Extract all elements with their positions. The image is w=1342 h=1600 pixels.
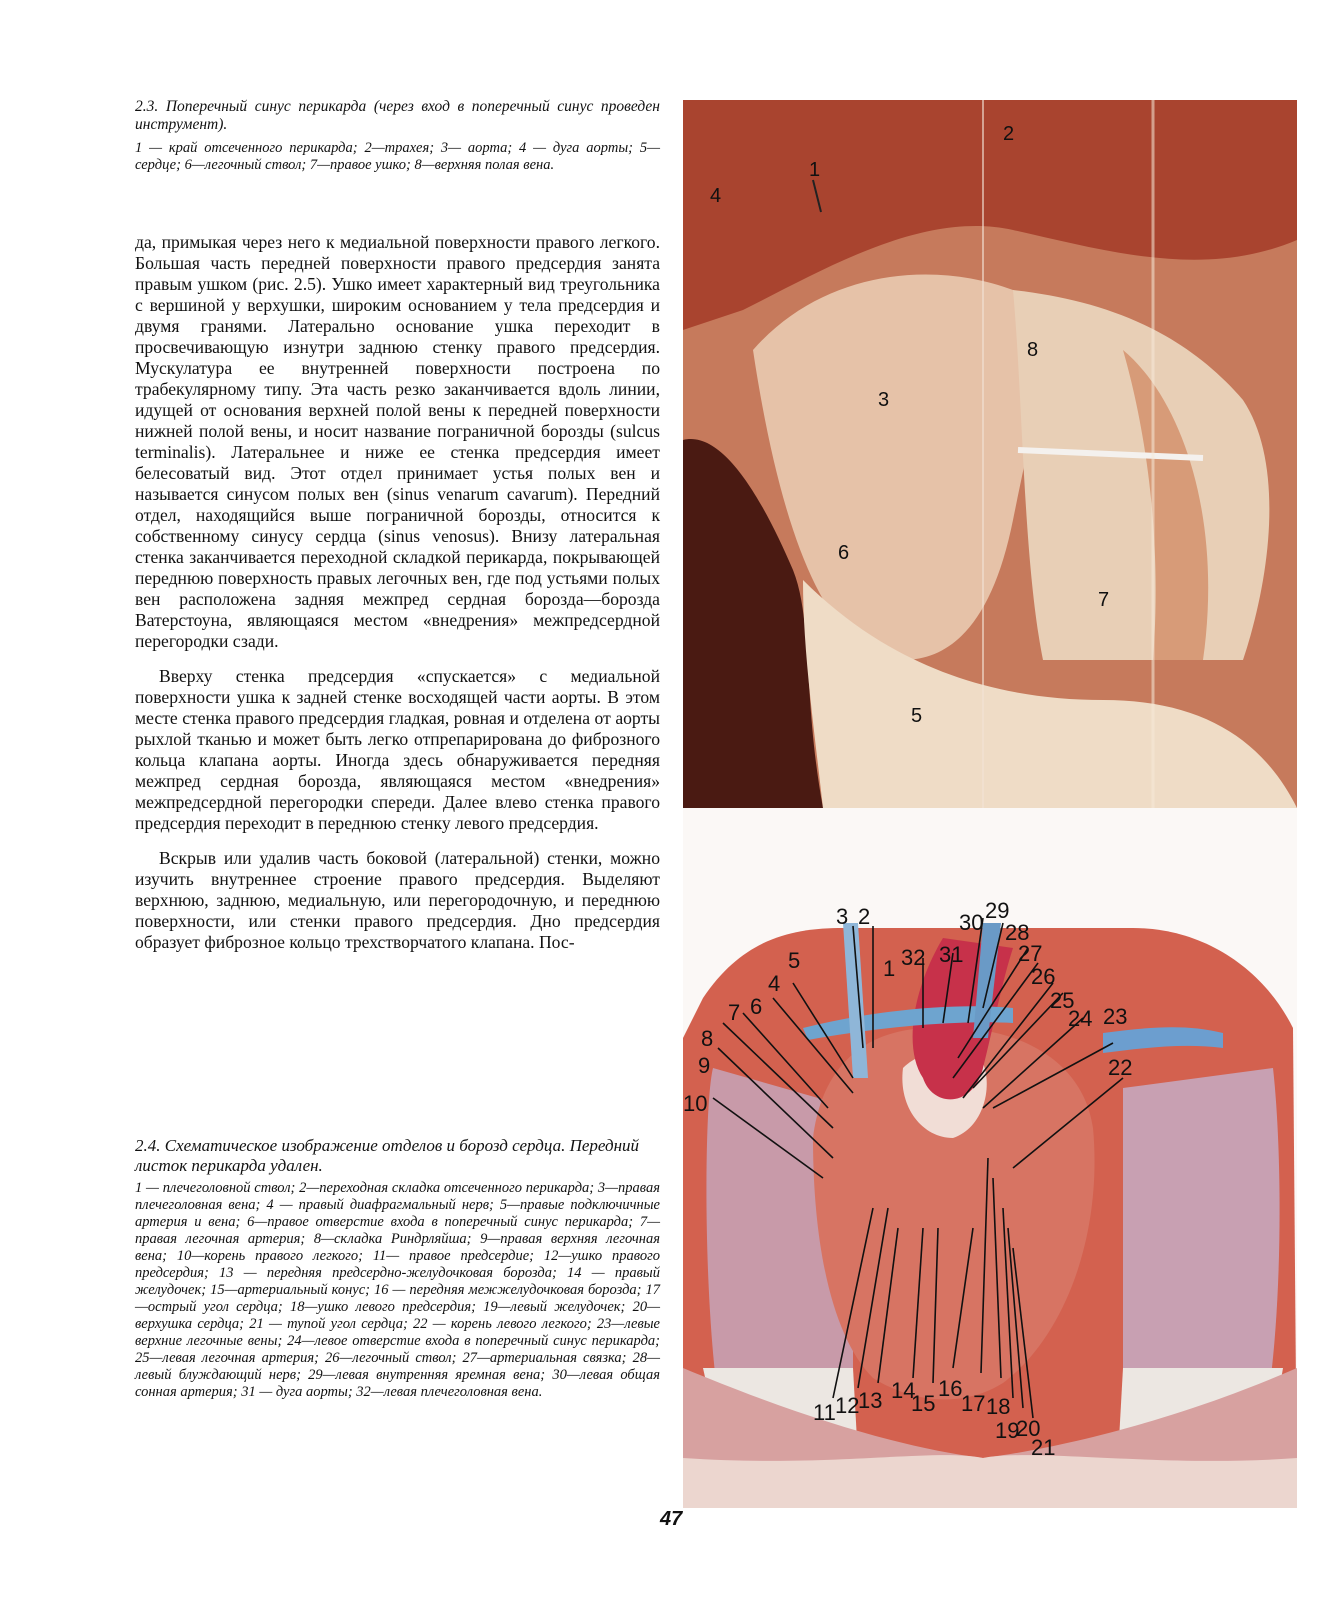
page-number: 47 [660,1508,683,1530]
figure-2-3-caption-title: 2.3. Поперечный синус перикарда (через вход в поперечный синус проведен инструмент). [135,98,660,133]
photo-label-6: 6 [838,542,850,564]
photo-label-4: 4 [710,185,722,207]
diagram-label-6: 6 [750,994,763,1019]
diagram-label-24: 24 [1068,1006,1093,1031]
photo-label-1: 1 [809,159,821,181]
diagram-label-3: 3 [836,904,849,929]
diagram-label-17: 17 [961,1391,986,1416]
photo-label-2: 2 [1003,123,1015,145]
body-text [135,232,660,967]
diagram-label-5: 5 [788,948,801,973]
diagram-label-10: 10 [683,1091,708,1116]
diagram-label-1: 1 [883,956,896,981]
diagram-label-2: 2 [858,904,871,929]
diagram-label-21: 21 [1031,1435,1056,1460]
diagram-label-11: 11 [813,1400,836,1425]
diagram-label-8: 8 [701,1026,714,1051]
body-paragraph-2: Вверху стенка предсердия «спускается» с медиальной поверхности ушка к задней стенке восходящей части аорты. В этом месте стенка правого предсердия гладкая, ровная и отделена от аорты рыхлой тканью и может быть легко отпрепарирована до фиброзного кольца клапана аорты. Иногда здесь обнаруживается передняя межпред сердная борозда, являющаяся местом «внедрения» межпредсердной перегородки спереди. Далее влево стенка правого предсердия переходит в переднюю стенку левого предсердия. [135,666,660,833]
pericardium-photo-illustration [683,100,1297,808]
diagram-label-29: 29 [985,898,1010,923]
diagram-label-13: 13 [858,1388,883,1413]
body-paragraph-1: да, примыкая через него к медиальной поверхности правого легкого. Большая часть передней поверхности правого предсердия занята правым ушком (рис. 2.5). Ушко имеет характерный вид треугольника с вершиной у верхушки, широким основанием у тела предсердия и двумя гранями. Латерально основание ушка переходит в просвечивающую изнутри заднюю стенку правого предсердия. Мускулатура ее внутренней поверхности построена по трабекулярному типу. Эта часть резко заканчивается вдоль линии, идущей от основания верхней полой вены к передней поверхности нижней полой вены, и носит название пограничной борозды (sulcus terminalis). Латеральнее и ниже ее стенка предсердия имеет белесоватый вид. Этот отдел принимает устья полых вен и называется синусом полых вен (sinus venarum cavarum). Передний отдел, находящийся выше пограничной борозды, относится к собственному синусу сердца (sinus venosus). Внизу латеральная стенка заканчивается переходной складкой перикарда, покрывающей переднюю поверхность правых легочных вен, где под устьями полых вен расположена задняя межпред сердная борозда—борозда Ватерстоуна, являющаяся местом «внедрения» межпредсердной перегородки сзади. [135,232,660,651]
figure-2-4-diagram [683,808,1297,1508]
photo-label-7: 7 [1098,589,1110,611]
diagram-label-15: 15 [911,1391,936,1416]
diagram-label-19: 19 [995,1418,1020,1443]
diagram-label-26: 26 [1031,964,1056,989]
diagram-label-28: 28 [1005,920,1030,945]
diagram-label-4: 4 [768,971,781,996]
diagram-label-22: 22 [1108,1055,1133,1080]
heart-diagram-illustration [683,808,1297,1508]
diagram-label-9: 9 [698,1053,711,1078]
diagram-label-27: 27 [1018,941,1043,966]
photo-label-5: 5 [911,705,923,727]
diagram-label-18: 18 [986,1394,1011,1419]
photo-label-3: 3 [878,389,890,411]
figure-2-3-caption-legend: 1 — край отсеченного перикарда; 2—трахея; 3— аорта; 4 — дуга аорты; 5—сердце; 6—легочный ствол; 7—правое ушко; 8—верхняя полая вена. [135,140,660,173]
figure-2-4-caption-legend: 1 — плечеголовной ствол; 2—переходная складка отсеченного перикарда; 3—правая плечеголовная вена; 4 — правый диафрагмальный нерв; 5—правые подключичные артерия и вена; 6—правое отверстие входа в поперечный синус перикарда; 7—правая легочная артерия; 8—складка Риндрляйша; 9—правая верхняя легочная вена; 10—корень правого легкого; 11— правое предсердие; 12—ушко правого предсердия; 13 — передняя предсердно-желудочковая борозда; 14 — правый желудочек; 15—артериальный конус; 16 — передняя межжелудочковая борозда; 17—острый угол сердца; 18—ушко левого предсердия; 19—левый желудочек; 20—верхушка сердца; 21 — тупой угол сердца; 22 — корень левого легкого; 23—левые верхние легочные вены; 24—левое отверстие входа в поперечный синус перикарда; 25—левая легочная артерия; 26—легочный ствол; 27—артериальная связка; 28—левый блуждающий нерв; 29—левая внутренняя яремная вена; 30—левая общая сонная артерия; 31 — дуга аорты; 32—левая плечеголовная вена. [135,1180,660,1400]
figure-2-4-caption-title: 2.4. Схематическое изображение отделов и борозд сердца. Передний листок перикарда удален. [135,1136,640,1175]
diagram-label-25: 25 [1050,988,1075,1013]
diagram-label-30: 30 [959,910,984,935]
diagram-label-16: 16 [938,1376,963,1401]
diagram-label-14: 14 [891,1378,916,1403]
body-paragraph-3: Вскрыв или удалив часть боковой (латеральной) стенки, можно изучить внутреннее строение правого предсердия. Выделяют верхнюю, заднюю, медиальную, или перегородочную, и переднюю поверхности, или стенки правого предсердия. Дно предсердия образует фиброзное кольцо трехстворчатого клапана. Пос- [135,848,660,952]
figure-2-3-photo [683,100,1297,808]
photo-label-8: 8 [1027,339,1039,361]
diagram-label-12: 12 [835,1393,860,1418]
diagram-label-32: 32 [901,945,926,970]
diagram-label-23: 23 [1103,1004,1128,1029]
diagram-label-7: 7 [728,1000,741,1025]
diagram-label-20: 20 [1016,1416,1041,1441]
diagram-label-31: 31 [939,942,964,967]
